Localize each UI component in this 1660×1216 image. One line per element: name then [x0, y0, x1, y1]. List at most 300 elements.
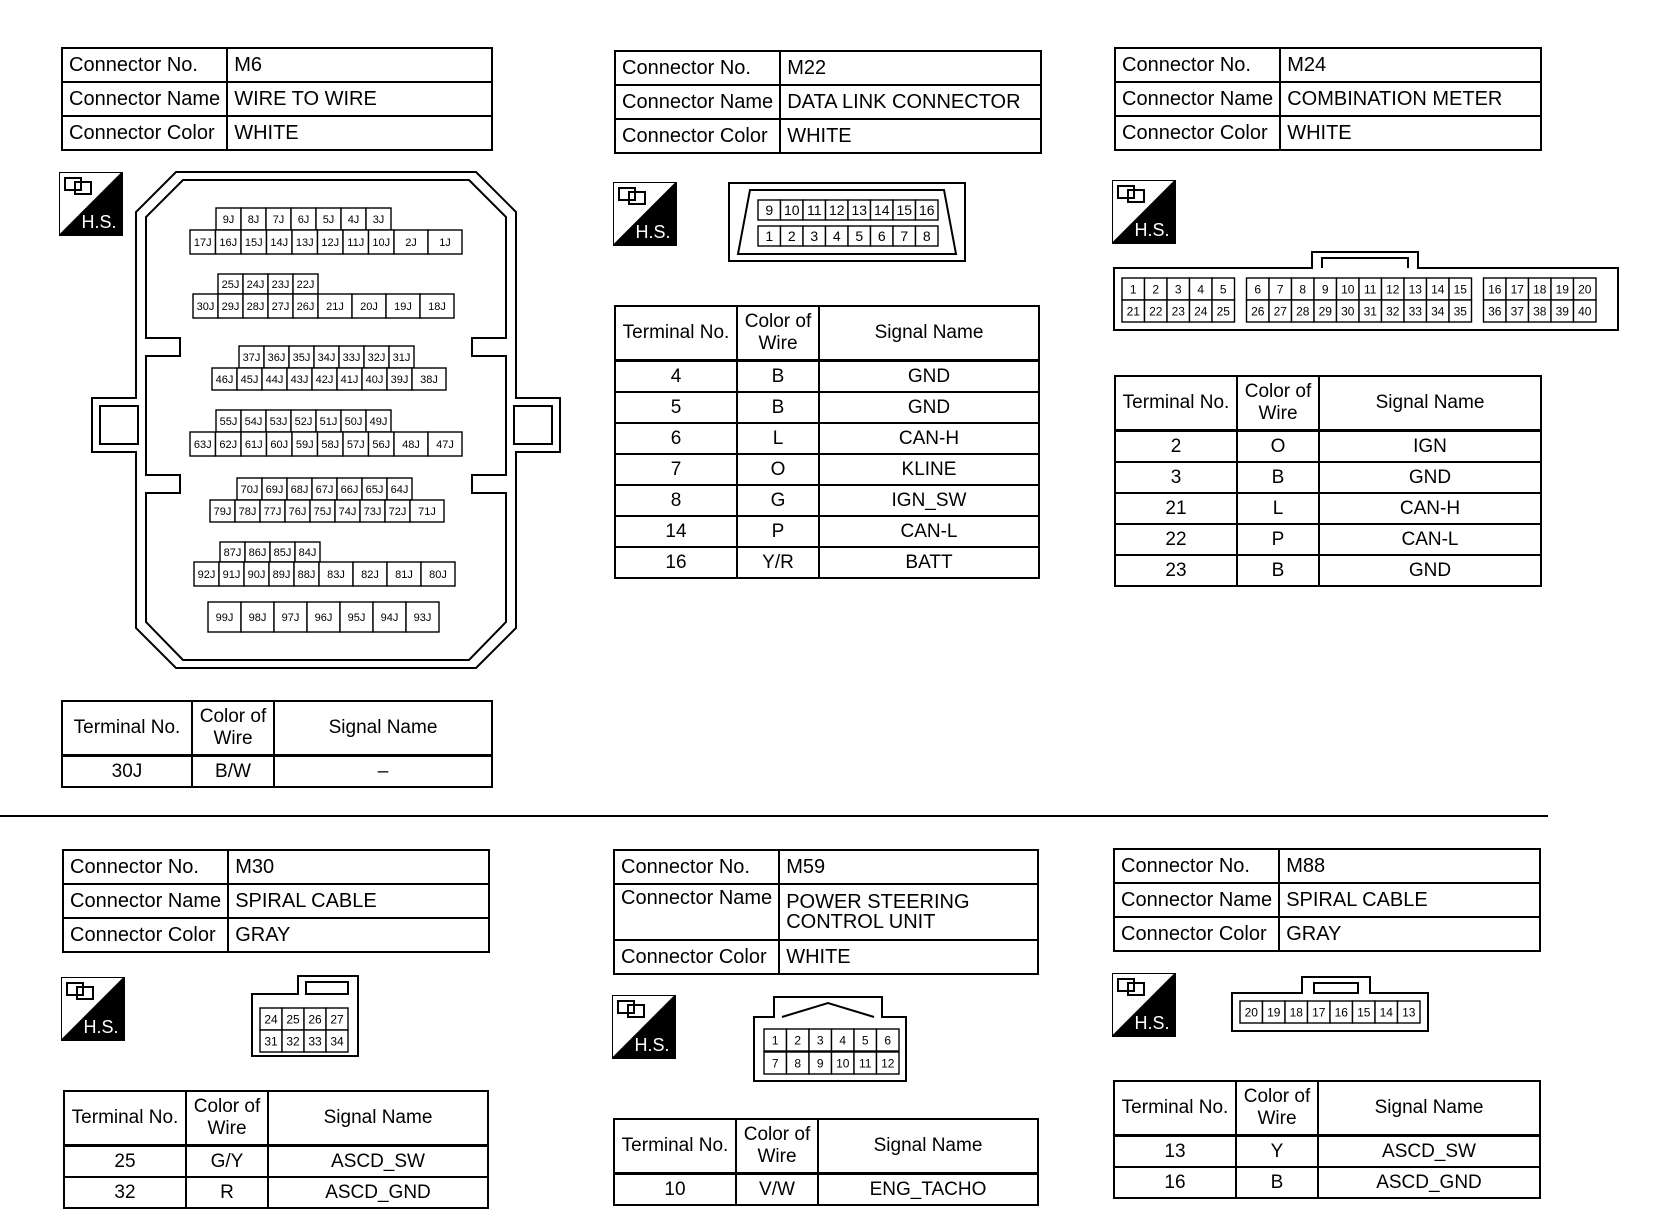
table-row	[615, 392, 1039, 423]
pin-label: 1	[765, 228, 774, 245]
terminal-no-header: Terminal No.	[62, 701, 192, 756]
terminal-no: 22	[1115, 524, 1237, 555]
pin-label: 6	[884, 1033, 892, 1048]
pin-label: 39J	[390, 373, 409, 386]
wire-color-header: Color of Wire	[1237, 376, 1319, 431]
harness-side-icon	[613, 182, 677, 246]
pin-label: 1J	[439, 236, 451, 249]
pin-label: 5	[1219, 282, 1227, 297]
pin-label: 4J	[347, 213, 360, 226]
signal-name: GND	[819, 361, 1039, 393]
signal-name: ASCD_GND	[1318, 1167, 1540, 1198]
terminal-no-header: Terminal No.	[614, 1119, 736, 1174]
terminal-no: 14	[615, 516, 737, 547]
pin-label: 18J	[428, 300, 446, 313]
pin-label: 15J	[244, 236, 263, 249]
pin-label: 7	[1276, 282, 1284, 297]
pin-label: 76J	[288, 505, 307, 518]
pin-label: 25	[1216, 304, 1230, 319]
pin-label: 4	[1197, 282, 1205, 297]
connector-name-label: Connector Name	[615, 85, 780, 119]
wire-color: L	[1237, 493, 1319, 524]
hs-label: H.S.	[83, 1017, 119, 1037]
pin-label: 23J	[271, 278, 290, 291]
pin-label: 61J	[244, 438, 263, 451]
signal-name: BATT	[819, 547, 1039, 578]
pin-label: 74J	[338, 505, 357, 518]
connector-no-label: Connector No.	[63, 850, 228, 884]
connector-info-m88	[1113, 848, 1541, 952]
pin-label: 12	[1386, 282, 1400, 297]
table-row	[1115, 431, 1541, 463]
connector-name-value: WIRE TO WIRE	[227, 82, 492, 116]
signal-name: GND	[1319, 462, 1541, 493]
wire-color: B	[1237, 555, 1319, 586]
connector-name-value: DATA LINK CONNECTOR	[780, 85, 1041, 119]
signal-name: CAN-L	[819, 516, 1039, 547]
wire-color: P	[737, 516, 819, 547]
signal-name: –	[274, 756, 492, 788]
pin-label: 37J	[242, 351, 261, 364]
pin-label: 58J	[321, 438, 340, 451]
wire-color: O	[1237, 431, 1319, 463]
pin-label: 2	[787, 228, 796, 245]
connector-no-value: M88	[1279, 849, 1540, 883]
connector-info-m22	[614, 50, 1042, 154]
connector-color-value: WHITE	[780, 119, 1041, 153]
pin-label: 42J	[315, 373, 334, 386]
connector-face-m22	[728, 182, 966, 262]
hs-label: H.S.	[635, 222, 671, 242]
connector-name-value: POWER STEERING CONTROL UNIT	[779, 884, 1038, 940]
terminal-no: 7	[615, 454, 737, 485]
pin-label: 28	[1296, 304, 1310, 319]
pin-label: 13	[1408, 282, 1422, 297]
hs-label: H.S.	[81, 212, 117, 232]
pin-label: 12	[881, 1056, 895, 1071]
wire-color: P	[1237, 524, 1319, 555]
pin-label: 36	[1488, 304, 1502, 319]
connector-no-label: Connector No.	[1115, 48, 1280, 82]
pin-label: 7	[900, 228, 909, 245]
signal-name-header: Signal Name	[274, 701, 492, 756]
hs-label: H.S.	[634, 1035, 670, 1055]
wire-color: Y/R	[737, 547, 819, 578]
pin-label: 9	[1321, 282, 1329, 297]
pin-label: 56J	[372, 438, 391, 451]
pin-label: 20	[1244, 1005, 1258, 1020]
table-row	[1115, 524, 1541, 555]
pin-label: 33	[308, 1034, 322, 1049]
pin-label: 86J	[248, 546, 267, 559]
pin-label: 16	[1488, 282, 1502, 297]
table-row	[64, 1146, 488, 1178]
pin-label: 17J	[193, 236, 212, 249]
pin-label: 93J	[413, 611, 432, 624]
signal-name: ASCD_SW	[268, 1146, 488, 1178]
pin-label: 1	[771, 1033, 779, 1048]
pin-label: 81J	[395, 568, 413, 581]
pin-label: 6J	[297, 213, 310, 226]
table-row	[64, 1177, 488, 1208]
signal-name-header: Signal Name	[1318, 1081, 1540, 1136]
hs-label: H.S.	[1134, 1013, 1170, 1033]
connector-no-value: M6	[227, 48, 492, 82]
pin-label: 94J	[380, 611, 399, 624]
terminal-no: 2	[1115, 431, 1237, 463]
pin-label: 22J	[296, 278, 315, 291]
connector-name-label: Connector Name	[62, 82, 227, 116]
pin-label: 25J	[221, 278, 240, 291]
pin-label: 39	[1555, 304, 1569, 319]
pin-label: 88J	[297, 568, 316, 581]
pin-label: 10	[1341, 282, 1355, 297]
connector-info-m30	[62, 849, 490, 953]
pin-label: 69J	[265, 483, 284, 496]
pin-label: 21J	[326, 300, 344, 313]
pin-label: 15	[1357, 1005, 1371, 1020]
connector-name-label: Connector Name	[1115, 82, 1280, 116]
pin-label: 33	[1408, 304, 1422, 319]
connector-info-m6	[61, 47, 493, 151]
pin-label: 79J	[213, 505, 232, 518]
pin-label: 57J	[346, 438, 365, 451]
connector-color-value: WHITE	[227, 116, 492, 150]
pin-label: 95J	[347, 611, 366, 624]
connector-info-m59	[613, 849, 1039, 975]
connector-name-label: Connector Name	[614, 884, 779, 940]
pin-label: 50J	[344, 415, 363, 428]
terminal-no: 8	[615, 485, 737, 516]
terminal-no: 23	[1115, 555, 1237, 586]
pin-label: 48J	[402, 438, 420, 451]
pin-label: 47J	[436, 438, 454, 451]
pin-label: 28J	[246, 300, 265, 313]
terminal-no-header: Terminal No.	[1115, 376, 1237, 431]
pin-label: 19	[1267, 1005, 1281, 1020]
pin-label: 3	[816, 1033, 824, 1048]
terminal-no: 3	[1115, 462, 1237, 493]
terminal-no: 25	[64, 1146, 186, 1178]
terminal-table-m30	[63, 1090, 489, 1209]
pin-label: 70J	[240, 483, 259, 496]
pin-label: 19J	[394, 300, 412, 313]
pin-label: 98J	[248, 611, 267, 624]
pin-label: 14	[873, 202, 890, 219]
pin-label: 90J	[247, 568, 266, 581]
pin-label: 92J	[197, 568, 216, 581]
terminal-table-m88	[1113, 1080, 1541, 1199]
wire-color-header: Color of Wire	[736, 1119, 818, 1174]
pin-label: 8	[1299, 282, 1307, 297]
pin-label: 67J	[315, 483, 334, 496]
pin-label: 77J	[263, 505, 282, 518]
connector-color-label: Connector Color	[63, 918, 228, 952]
pin-label: 26	[308, 1012, 322, 1027]
connector-no-value: M24	[1280, 48, 1541, 82]
pin-label: 3	[810, 228, 819, 245]
pin-label: 14	[1379, 1005, 1393, 1020]
table-row	[614, 1174, 1038, 1206]
pin-label: 11	[1364, 282, 1377, 297]
pin-label: 10	[836, 1056, 850, 1071]
pin-label: 26J	[296, 300, 315, 313]
pin-label: 64J	[390, 483, 409, 496]
pin-label: 16J	[219, 236, 238, 249]
connector-color-label: Connector Color	[62, 116, 227, 150]
pin-label: 85J	[273, 546, 292, 559]
connector-color-value: WHITE	[779, 940, 1038, 974]
pin-label: 22	[1149, 304, 1163, 319]
m22-pin-grid	[758, 200, 938, 246]
pin-label: 32J	[367, 351, 386, 364]
pin-label: 5J	[322, 213, 335, 226]
pin-label: 26	[1251, 304, 1265, 319]
pin-label: 49J	[369, 415, 388, 428]
pin-label: 62J	[219, 438, 238, 451]
m24-pin-grid	[1122, 278, 1596, 322]
wire-color-header: Color of Wire	[1236, 1081, 1318, 1136]
pin-label: 8J	[247, 213, 260, 226]
pin-label: 34	[1431, 304, 1445, 319]
pin-label: 80J	[429, 568, 447, 581]
wire-color: V/W	[736, 1174, 818, 1206]
pin-label: 8	[794, 1056, 802, 1071]
pin-label: 21	[1126, 304, 1140, 319]
pin-label: 17	[1510, 282, 1524, 297]
signal-name: ENG_TACHO	[818, 1174, 1038, 1206]
table-row	[615, 423, 1039, 454]
pin-label: 96J	[314, 611, 333, 624]
pin-label: 13	[851, 202, 868, 219]
pin-label: 44J	[265, 373, 284, 386]
connector-face-m30	[250, 974, 360, 1058]
pin-label: 7J	[272, 213, 285, 226]
connector-color-label: Connector Color	[615, 119, 780, 153]
pin-label: 18	[1289, 1005, 1303, 1020]
connector-face-m6	[86, 170, 566, 670]
connector-color-label: Connector Color	[1114, 917, 1279, 951]
pin-label: 91J	[222, 568, 241, 581]
pin-label: 33J	[342, 351, 361, 364]
connector-face-m24	[1112, 250, 1620, 332]
pin-label: 97J	[281, 611, 300, 624]
pin-label: 34	[330, 1034, 344, 1049]
pin-label: 59J	[295, 438, 314, 451]
pin-label: 20J	[360, 300, 378, 313]
pin-label: 63J	[193, 438, 212, 451]
pin-label: 32	[1386, 304, 1400, 319]
pin-label: 10J	[372, 236, 391, 249]
pin-label: 5	[861, 1033, 869, 1048]
pin-label: 66J	[340, 483, 359, 496]
terminal-no: 30J	[62, 756, 192, 788]
pin-label: 15	[896, 202, 913, 219]
wire-color: B/W	[192, 756, 274, 788]
wire-color: Y	[1236, 1136, 1318, 1168]
harness-side-icon	[1112, 180, 1176, 244]
pin-label: 35	[1453, 304, 1467, 319]
pin-label: 68J	[290, 483, 309, 496]
pin-label: 29J	[221, 300, 240, 313]
pin-label: 6	[877, 228, 886, 245]
pin-label: 4	[832, 228, 841, 245]
pin-label: 27	[1273, 304, 1287, 319]
connector-no-label: Connector No.	[615, 51, 780, 85]
terminal-table-m24	[1114, 375, 1542, 587]
pin-label: 30	[1341, 304, 1355, 319]
pin-label: 35J	[292, 351, 311, 364]
pin-label: 24	[1194, 304, 1208, 319]
signal-name: CAN-H	[1319, 493, 1541, 524]
wire-color: B	[737, 361, 819, 393]
pin-label: 10	[783, 202, 800, 219]
pin-label: 6	[1254, 282, 1262, 297]
pin-label: 7	[771, 1056, 779, 1071]
pin-label: 72J	[388, 505, 407, 518]
pin-label: 30J	[196, 300, 215, 313]
connector-name-value: SPIRAL CABLE	[228, 884, 489, 918]
connector-no-value: M30	[228, 850, 489, 884]
pin-label: 9	[816, 1056, 824, 1071]
pin-label: 34J	[317, 351, 336, 364]
connector-name-value: COMBINATION METER	[1280, 82, 1541, 116]
pin-label: 17	[1312, 1005, 1326, 1020]
pin-label: 38J	[420, 373, 438, 386]
wire-color: O	[737, 454, 819, 485]
table-row	[62, 756, 492, 788]
table-row	[1115, 493, 1541, 524]
pin-label: 16	[1334, 1005, 1348, 1020]
pin-label: 37	[1510, 304, 1524, 319]
pin-label: 65J	[365, 483, 384, 496]
table-row	[615, 547, 1039, 578]
pin-label: 99J	[215, 611, 234, 624]
pin-label: 4	[839, 1033, 847, 1048]
terminal-no: 4	[615, 361, 737, 393]
signal-name: ASCD_SW	[1318, 1136, 1540, 1168]
harness-side-icon	[1112, 973, 1176, 1037]
pin-label: 27J	[271, 300, 290, 313]
pin-label: 78J	[238, 505, 257, 518]
terminal-no-header: Terminal No.	[1114, 1081, 1236, 1136]
pin-label: 82J	[361, 568, 379, 581]
terminal-no: 13	[1114, 1136, 1236, 1168]
pin-label: 20	[1578, 282, 1592, 297]
pin-label: 16	[918, 202, 935, 219]
pin-label: 12	[828, 202, 845, 219]
pin-label: 87J	[223, 546, 242, 559]
terminal-no: 10	[614, 1174, 736, 1206]
wire-color: L	[737, 423, 819, 454]
wire-color-header: Color of Wire	[186, 1091, 268, 1146]
pin-label: 45J	[240, 373, 259, 386]
terminal-no-header: Terminal No.	[615, 306, 737, 361]
pin-label: 14J	[270, 236, 289, 249]
signal-name: IGN_SW	[819, 485, 1039, 516]
pin-label: 52J	[294, 415, 313, 428]
wire-color: R	[186, 1177, 268, 1208]
pin-label: 2	[794, 1033, 802, 1048]
pin-label: 23	[1171, 304, 1185, 319]
pin-label: 13	[1402, 1005, 1416, 1020]
pin-label: 24J	[246, 278, 265, 291]
pin-label: 3	[1174, 282, 1182, 297]
terminal-no: 16	[1114, 1167, 1236, 1198]
connector-color-label: Connector Color	[614, 940, 779, 974]
connector-face-m59	[752, 995, 908, 1083]
terminal-no-header: Terminal No.	[64, 1091, 186, 1146]
pin-label: 40J	[365, 373, 384, 386]
pin-label: 2	[1152, 282, 1160, 297]
table-row	[615, 516, 1039, 547]
pin-label: 8	[922, 228, 931, 245]
table-row	[615, 454, 1039, 485]
terminal-no: 5	[615, 392, 737, 423]
pin-label: 89J	[272, 568, 291, 581]
pin-label: 60J	[270, 438, 289, 451]
signal-name: KLINE	[819, 454, 1039, 485]
pin-label: 19	[1555, 282, 1569, 297]
signal-name: CAN-L	[1319, 524, 1541, 555]
connector-color-label: Connector Color	[1115, 116, 1280, 150]
pin-label: 53J	[269, 415, 288, 428]
connector-name-label: Connector Name	[1114, 883, 1279, 917]
connector-color-value: WHITE	[1280, 116, 1541, 150]
harness-side-icon	[612, 995, 676, 1059]
pin-label: 9	[765, 202, 774, 219]
table-row	[615, 485, 1039, 516]
signal-name: GND	[819, 392, 1039, 423]
table-row	[1114, 1136, 1540, 1168]
pin-label: 32	[286, 1034, 300, 1049]
pin-label: 1	[1129, 282, 1137, 297]
m59-pin-grid	[764, 1029, 899, 1074]
terminal-table-m22	[614, 305, 1040, 579]
pin-label: 55J	[219, 415, 238, 428]
pin-label: 51J	[319, 415, 338, 428]
signal-name: GND	[1319, 555, 1541, 586]
pin-label: 46J	[215, 373, 234, 386]
connector-name-value: SPIRAL CABLE	[1279, 883, 1540, 917]
pin-label: 38	[1533, 304, 1547, 319]
pin-label: 13J	[295, 236, 314, 249]
signal-name: CAN-H	[819, 423, 1039, 454]
terminal-no: 16	[615, 547, 737, 578]
connector-no-value: M59	[779, 850, 1038, 884]
pin-label: 24	[264, 1012, 278, 1027]
connector-no-value: M22	[780, 51, 1041, 85]
pin-label: 31	[264, 1034, 278, 1049]
table-row	[1115, 462, 1541, 493]
pin-label: 14	[1431, 282, 1445, 297]
m30-pin-grid	[260, 1008, 348, 1052]
pin-label: 73J	[363, 505, 382, 518]
pin-label: 40	[1578, 304, 1592, 319]
signal-name: IGN	[1319, 431, 1541, 463]
pin-label: 29	[1318, 304, 1332, 319]
signal-name: ASCD_GND	[268, 1177, 488, 1208]
m6-pin-grid	[190, 208, 462, 632]
pin-label: 18	[1533, 282, 1547, 297]
terminal-table-m6	[61, 700, 493, 788]
wire-color: B	[1237, 462, 1319, 493]
pin-label: 43J	[290, 373, 309, 386]
pin-label: 11	[806, 202, 822, 219]
connector-name-label: Connector Name	[63, 884, 228, 918]
pin-label: 41J	[340, 373, 359, 386]
pin-label: 31	[1363, 304, 1377, 319]
